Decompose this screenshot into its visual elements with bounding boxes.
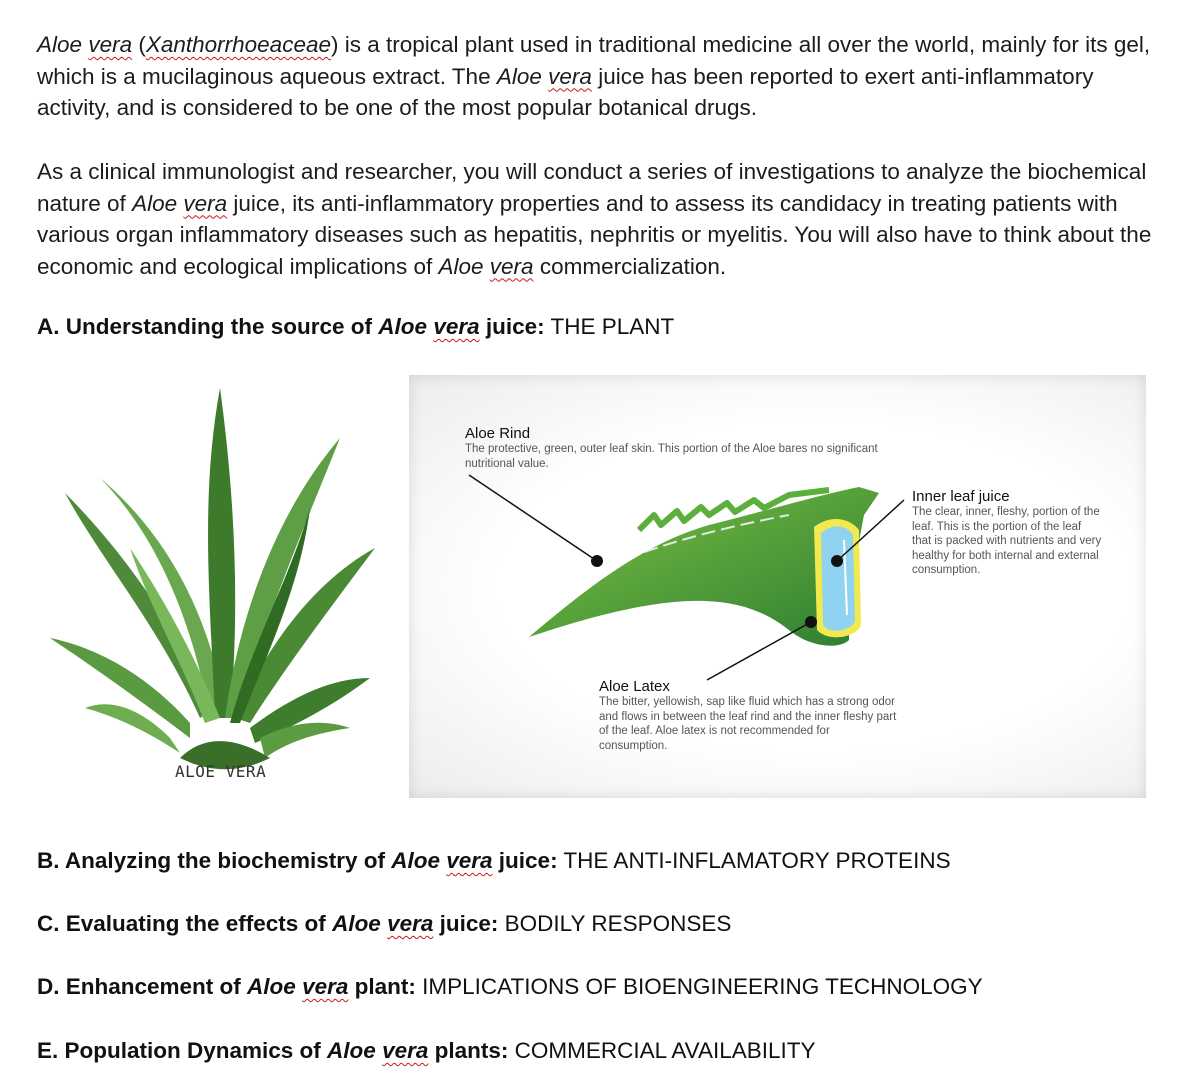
- rind-description: The protective, green, outer leaf skin. This portion of the Aloe bares no significant nutritional value.: [465, 443, 878, 470]
- section-heading-c: C. Evaluating the effects of Aloe vera juice: BODILY RESPONSES: [37, 911, 732, 936]
- plant-caption: ALOE VERA: [175, 762, 267, 781]
- rind-marker: [591, 555, 603, 567]
- latex-title: Aloe Latex: [599, 678, 670, 695]
- aloe-plant-illustration: [40, 378, 380, 788]
- aloe-leaf-diagram: [409, 375, 1146, 798]
- section-heading-b: B. Analyzing the biochemistry of Aloe vera juice: THE ANTI-INFLAMATORY PROTEINS: [37, 848, 951, 873]
- species-name: Aloe: [37, 32, 83, 57]
- intro-paragraph-2: As a clinical immunologist and researcher, you will conduct a series of investigations to analyze the biochemical nature of Aloe vera juice, its anti-inflammatory properties and to assess its candidacy in treating patients with various organ inflammatory diseases such as hepatitis, nephritis or myelitis. You will also have to think about the economic and ecological implications of Aloe vera commercialization.: [37, 159, 1152, 279]
- section-heading-d: D. Enhancement of Aloe vera plant: IMPLICATIONS OF BIOENGINEERING TECHNOLOGY: [37, 974, 983, 999]
- rind-title: Aloe Rind: [465, 425, 531, 442]
- section-heading-a: A. Understanding the source of Aloe vera juice: THE PLANT: [37, 314, 675, 339]
- section-heading-e: E. Population Dynamics of Aloe vera plants: COMMERCIAL AVAILABILITY: [37, 1038, 816, 1063]
- species-name-flagged: vera: [88, 32, 133, 57]
- inner-juice: [821, 526, 855, 630]
- latex-label: [599, 678, 899, 753]
- inner-juice-marker: [831, 555, 843, 567]
- latex-marker: [805, 616, 817, 628]
- intro-paragraph-1: Aloe vera (Xanthorrhoeaceae) is a tropical plant used in traditional medicine all over the world, mainly for its gel, which is a mucilaginous aqueous extract. The Aloe vera juice has been reported to exert anti-inflammatory activity, and is considered to be one of the most popular botanical drugs.: [37, 32, 1151, 120]
- family-name: Xanthorrhoeaceae: [145, 32, 331, 57]
- inner-juice-title: Inner leaf juice: [912, 488, 1010, 505]
- latex-description: The bitter, yellowish, sap like fluid which has a strong odor and flows in between the leaf rind and the inner fleshy part of the leaf. Aloe latex is not recommended for consumption.: [599, 696, 897, 752]
- inner-juice-description: The clear, inner, fleshy, portion of the leaf. This is the portion of the leaf that is packed with nutrients and very healthy for both internal and external consumption.: [912, 506, 1102, 576]
- inner-juice-label: [912, 488, 1102, 578]
- rind-label: [465, 425, 885, 471]
- aloe-leaves: [50, 388, 375, 769]
